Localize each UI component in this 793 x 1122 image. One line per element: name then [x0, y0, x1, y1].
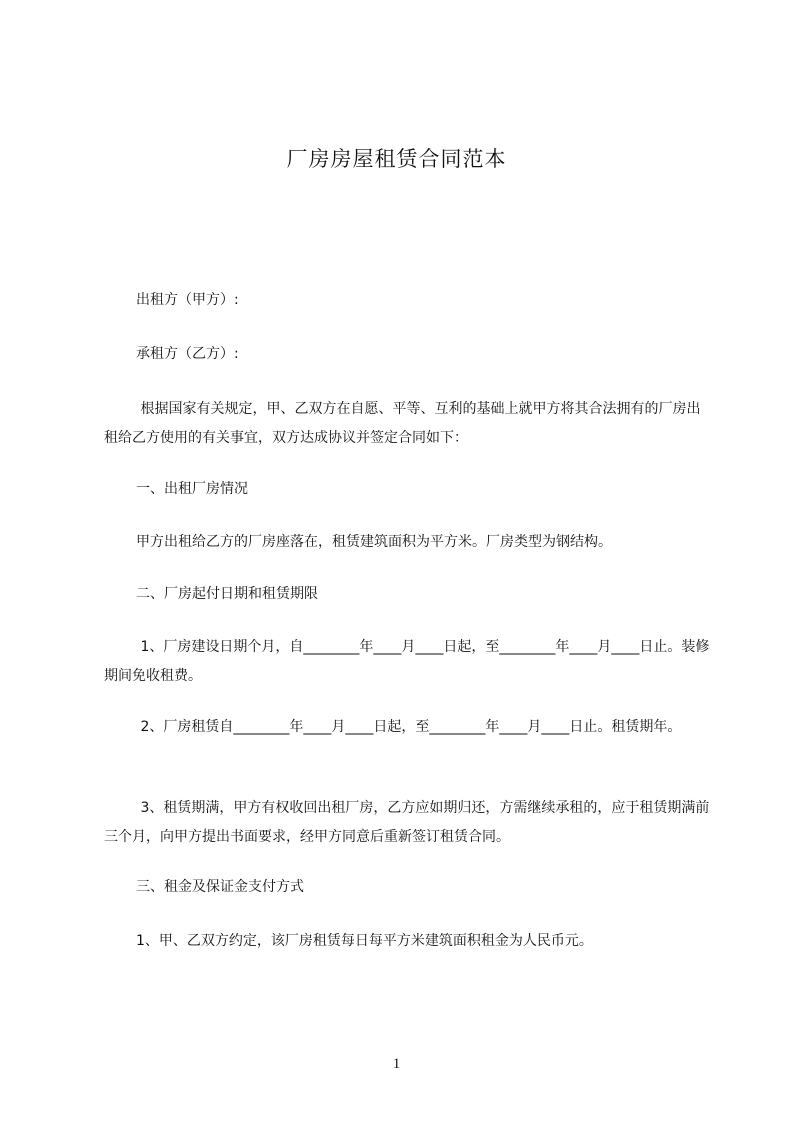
- lessee-line: 承租方（乙方）:: [136, 346, 239, 362]
- clause-3-1: 1、甲、乙双方约定，该厂房租赁每日每平方米建筑面积租金为人民币元。: [136, 933, 593, 949]
- section-2-heading: 二、厂房起付日期和租赁期限: [136, 586, 318, 602]
- document-title: 厂房房屋租赁合同范本: [286, 147, 507, 171]
- page-number: 1: [392, 1056, 401, 1072]
- section-3-heading: 三、租金及保证金支付方式: [136, 879, 304, 895]
- clause-2-1: 1、厂房建设日期个月，自________年____月____日起，至________年____月____日止。装修期间免收租费。: [104, 639, 710, 684]
- clause-2-2: 2、厂房租赁自________年____月____日起，至________年____月____日止。租赁期年。: [136, 719, 682, 735]
- section-1-paragraph: 甲方出租给乙方的厂房座落在，租赁建筑面积为平方米。厂房类型为钢结构。: [136, 534, 612, 550]
- clause-2-3: 3、租赁期满，甲方有权收回出租厂房，乙方应如期归还，方需继续承租的，应于租赁期满前三个月，向甲方提出书面要求，经甲方同意后重新签订租赁合同。: [104, 800, 710, 845]
- lessor-line: 出租方（甲方）:: [136, 292, 239, 308]
- preamble-paragraph: 根据国家有关规定，甲、乙双方在自愿、平等、互利的基础上就甲方将其合法拥有的厂房出租给乙方使用的有关事宜，双方达成协议并签定合同如下：: [104, 401, 701, 446]
- section-1-heading: 一、出租厂房情况: [136, 481, 248, 497]
